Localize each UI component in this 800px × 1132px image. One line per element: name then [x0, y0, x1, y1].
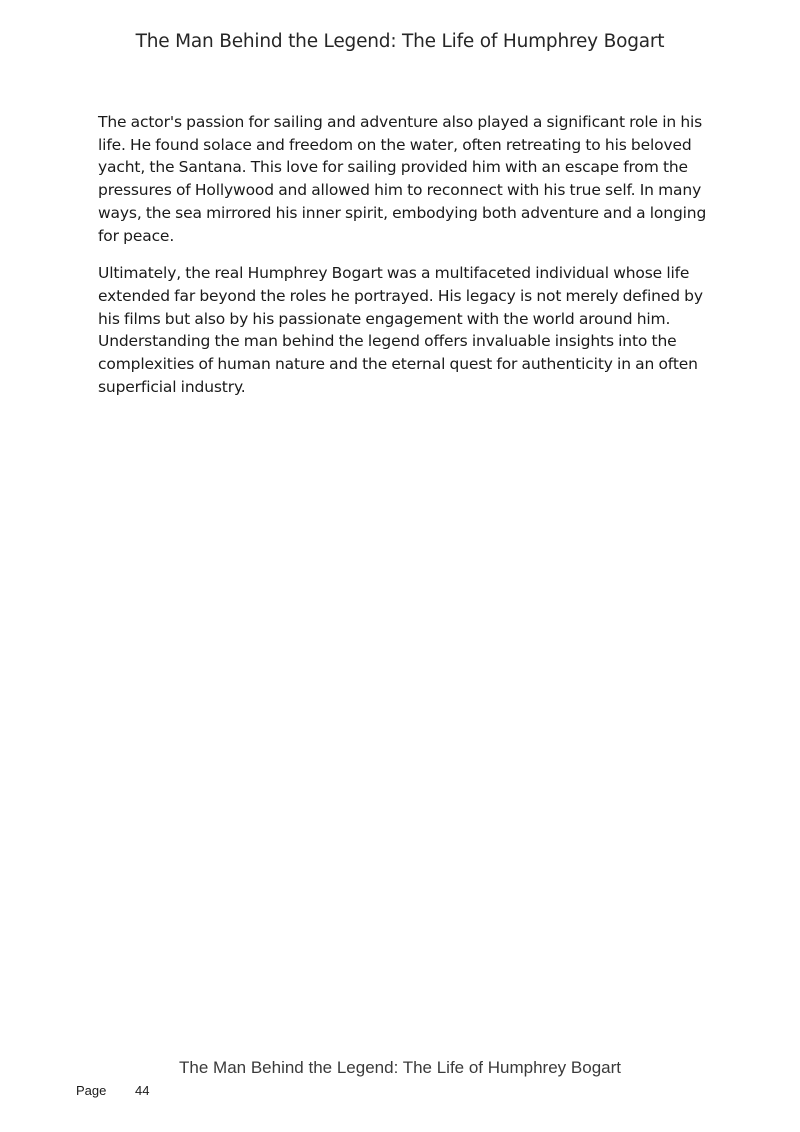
paragraph-1: The actor's passion for sailing and adventure also played a significant role in his life. He found solace and freedom on the water, often retreating to his beloved yacht, the Santana. This love for sailing provided him with an escape from the pressures of Hollywood and allowed him to reconnect with his true self. In many ways, the sea mirrored his inner spirit, embodying both adventure and a longing for peace.	[98, 113, 707, 245]
page-label: Page	[76, 1083, 107, 1098]
paragraph-2: Ultimately, the real Humphrey Bogart was a multifaceted individual whose life extended far beyond the roles he portrayed. His legacy is not merely defined by his films but also by his passionate engagement with the world around him. Understanding the man behind the legend offers invaluable insights into the complexities of human nature and the eternal quest for authenticity in an often superficial industry.	[98, 264, 703, 396]
body-text	[98, 111, 710, 413]
running-footer-title: The Man Behind the Legend: The Life of Humphrey Bogart	[179, 1058, 621, 1077]
page-number: 44	[135, 1083, 150, 1098]
running-header-title: The Man Behind the Legend: The Life of Humphrey Bogart	[135, 31, 665, 52]
